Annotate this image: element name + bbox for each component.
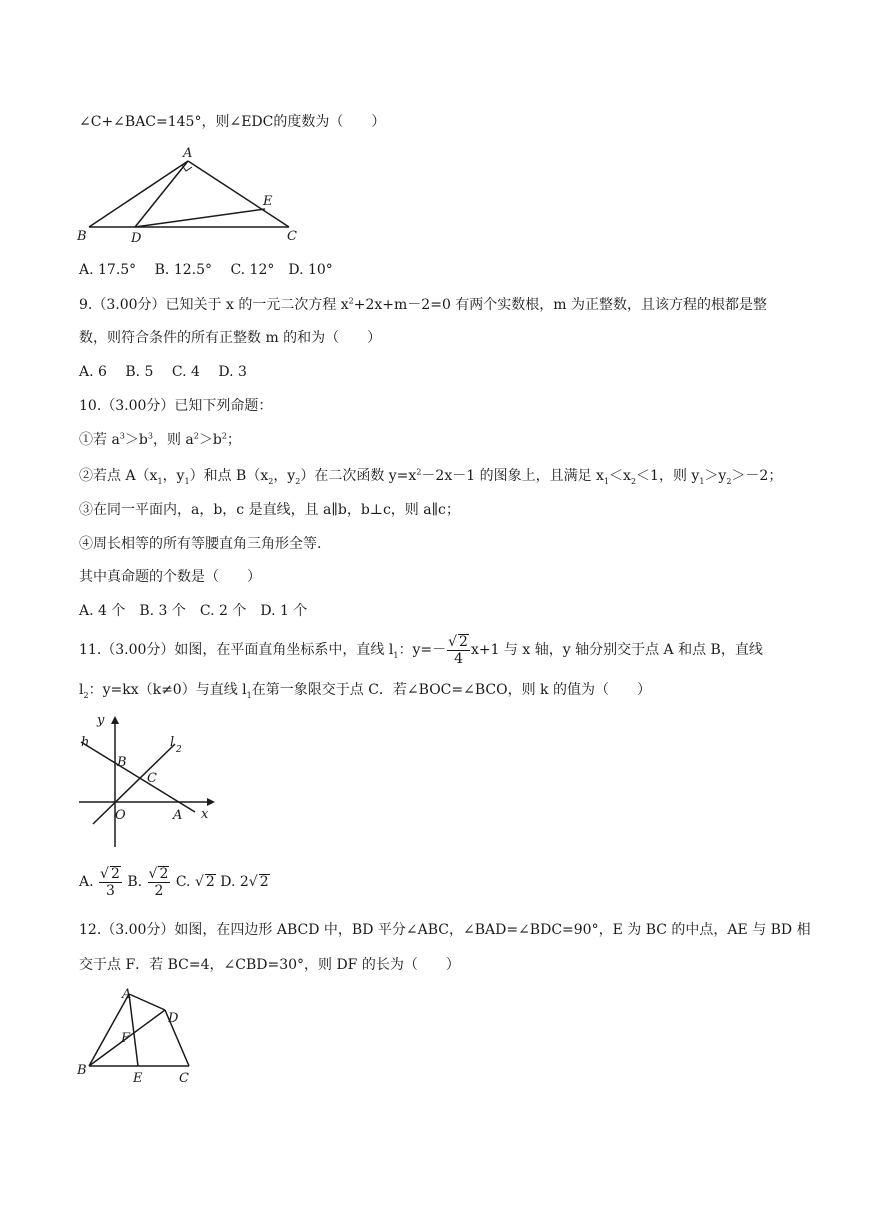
q10-ask: 其中真命题的个数是（ ） (79, 569, 261, 585)
q11-option-d-radicand: 2 (259, 874, 269, 890)
q8-triangle-figure (75, 143, 335, 243)
q9-options: A. 6 B. 5 C. 4 D. 3 (79, 364, 247, 380)
q11-label-a: A (173, 808, 183, 823)
q11-coordinate-figure (75, 712, 225, 852)
q9-line1 (79, 295, 767, 315)
q11-label-b: B (117, 755, 127, 770)
q11-option-c-radicand: 2 (205, 874, 215, 890)
q8-label-e: E (263, 194, 273, 209)
q11-fraction: $\frac{√ 2}{4}$ (448, 633, 468, 667)
q8-options: A. 17.5° B. 12.5° C. 12° D. 10° (79, 262, 333, 278)
q10-proposition-4: ④周长相等的所有等腰直角三角形全等. (79, 536, 322, 552)
q12-label-d: D (168, 1011, 179, 1026)
q11-option-a-fraction: $\frac{√ 2}{3}$ (100, 865, 120, 899)
q11-label-l2: l (170, 735, 175, 750)
q11-label-h: h (81, 735, 90, 750)
q11-option-d-coef: 2 (239, 874, 249, 890)
q11-options: A. $\frac{√ 2}{3}$ B. $\frac{√ 2}{2}$ C. √ 2 D. 2√ 2 (79, 865, 269, 899)
q11-label-c: C (147, 771, 157, 786)
q11-label-o: O (115, 808, 126, 823)
q12-label-a: A (122, 987, 132, 1002)
q12-label-c: C (179, 1071, 189, 1086)
q12-label-e: E (133, 1071, 143, 1086)
q10-proposition-2: ②若点 $A(x_1$，$y_1$）和点 $B(x_2$，$y_2$）在二次函数 $y=x^2-2x-1$ 的图象上，且满足 $x_1<x_2<1$，则 $y_1>y_2>-2$； (79, 467, 783, 486)
q12-label-b: B (77, 1063, 87, 1078)
q11-label-y: y (97, 713, 105, 728)
q11-line1: 11.（3.00分）如图，在平面直角坐标系中，直线 $l_1$：y=－ $\frac{√ 2}{4}$ x+1 与 x 轴，y 轴分别交于点 A 和点 B，直线 (79, 633, 763, 667)
q10-proposition-1: ①若 $a^3>b^3$，则 $a^2>b^2$； (79, 431, 241, 448)
q9-text-a: 9.（3.00分）已知关于 x 的一元二次方程 x (79, 297, 349, 313)
q11-option-b-fraction: $\frac{√ 2}{2}$ (148, 865, 169, 899)
q12-label-f: F (121, 1031, 131, 1046)
q10-options: A. 4 个 B. 3 个 C. 2 个 D. 1 个 (79, 603, 308, 619)
q12-quadrilateral-figure (75, 984, 205, 1090)
q8-stem-tail: ∠C+∠BAC=145°，则∠EDC的度数为（ ） (79, 114, 386, 130)
q11-line2: $l_2$：y=kx（k≠0）与直线 $l_1$在第一象限交于点 C．若∠BOC=∠BCO，则 k 的值为（ ） (79, 682, 651, 700)
q8-label-d: D (131, 231, 142, 243)
q8-label-a: A (183, 146, 193, 161)
q8-label-b: B (77, 229, 87, 243)
q10-stem: 10.（3.00分）已知下列命题： (79, 398, 273, 414)
q12-line1: 12.（3.00分）如图，在四边形 ABCD 中，BD 平分∠ABC，∠BAD=∠BDC=90°，E 为 BC 的中点，AE 与 BD 相 (79, 922, 811, 938)
q11-label-x: x (201, 807, 209, 822)
q12-line2: 交于点 F．若 BC=4，∠CBD=30°，则 DF 的长为（ ） (79, 957, 460, 973)
q9-line2: 数，则符合条件的所有正整数 m 的和为（ ） (79, 330, 382, 346)
q10-proposition-3: ③在同一平面内，a，b，c 是直线，且 a∥b，b⊥c，则 a∥c； (79, 502, 460, 518)
q11-label-l2-sub: 2 (176, 745, 182, 755)
q9-sup: 2 (348, 296, 354, 306)
q8-label-c: C (287, 229, 297, 243)
q9-text-b: +2x+m－2=0 有两个实数根，m 为正整数，且该方程的根都是整 (353, 297, 768, 313)
